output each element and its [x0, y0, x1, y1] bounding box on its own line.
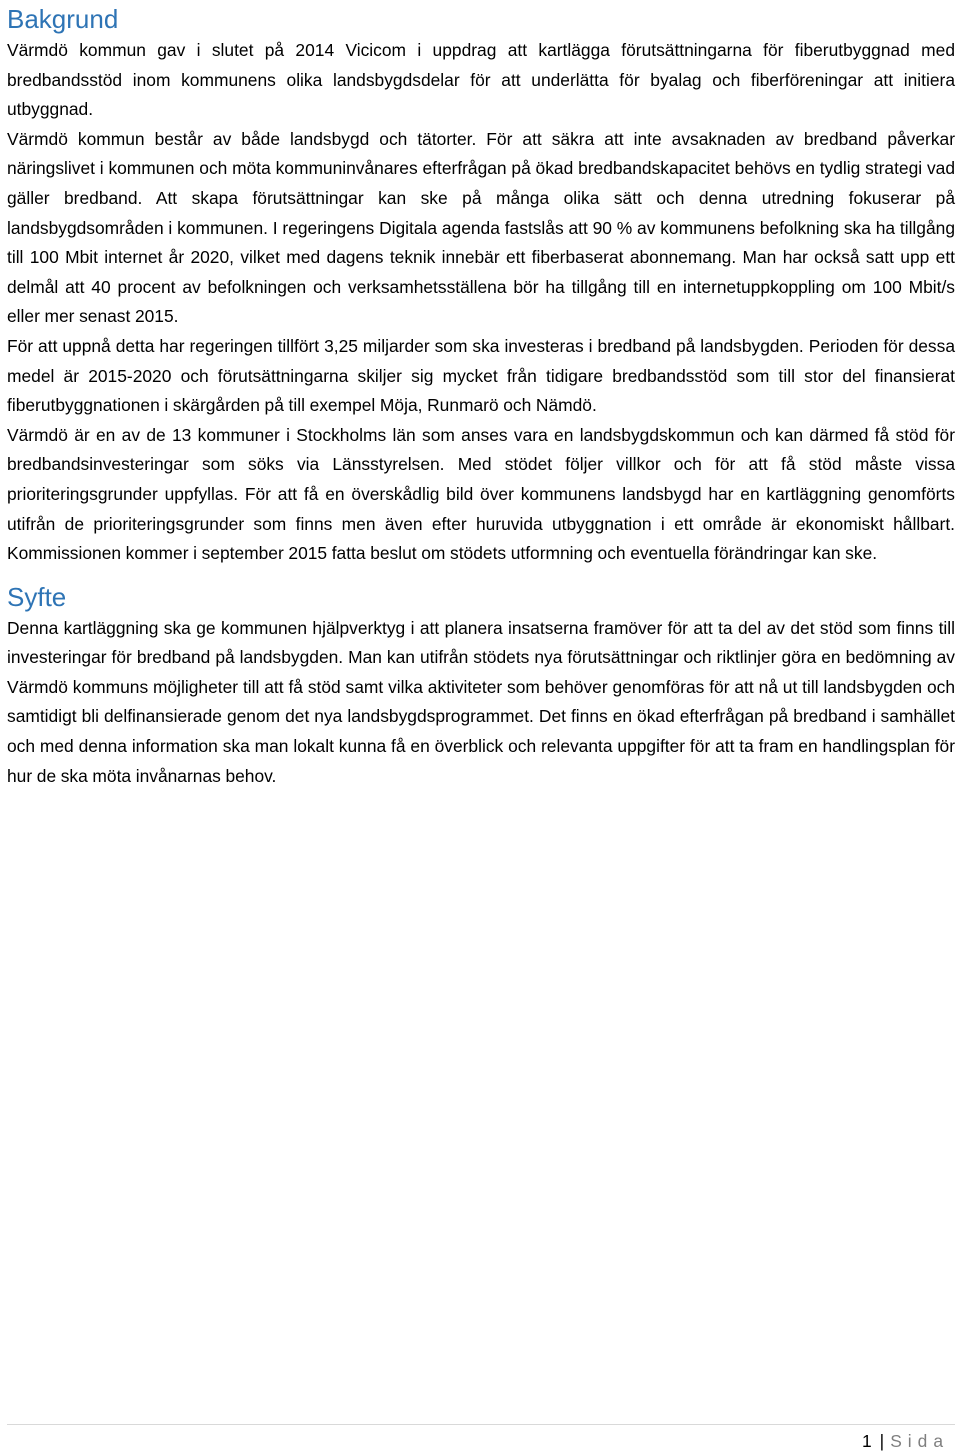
- paragraph: Denna kartläggning ska ge kommunen hjälpverktyg i att planera insatserna framöver för att ta del av det stöd som finns till investeringar för bredband på landsbygden. Man kan utifrån stödets nya förutsättningar och riktlinjer göra en bedömning av Värmdö kommuns möjligheter till att få stöd samt vilka aktiviteter som behöver genomföras för att nå ut till landsbygden och samtidigt bli delfinansierade genom det nya landsbygdsprogrammet. Det finns en ökad efterfrågan på bredband i samhället och med denna information ska man lokalt kunna få en överblick och relevanta uppgifter för att ta fram en handlingsplan för hur de ska möta invånarnas behov.: [7, 617, 955, 786]
- page-footer: [7, 1424, 955, 1455]
- paragraph: Värmdö kommun gav i slutet på 2014 Vicicom i uppdrag att kartlägga förutsättningarna för fiberutbyggnad med bredbandsstöd inom kommunens olika landsbygdsdelar för att underlätta för byalag och fiberföreningar att initiera utbyggnad.: [7, 40, 955, 120]
- page-separator: |: [879, 1431, 885, 1451]
- document-page: [7, 0, 955, 791]
- paragraph: Värmdö är en av de 13 kommuner i Stockholms län som anses vara en landsbygdskommun och kan därmed få stöd för bredbandsinvesteringar som söks via Länsstyrelsen. Med stödet följer villkor och för att få stöd måste vissa prioriteringsgrunder uppfyllas. För att få en överskådlig bild över kommunens landsbygd har en kartläggning genomförts utifrån de prioriteringsgrunder som finns men även efter huruvida utbyggnation i ett område är ekonomiskt hållbart. Kommissionen kommer i september 2015 fatta beslut om stödets utformning och eventuella förändringar kan ske.: [7, 424, 955, 564]
- page-label: Sida: [890, 1431, 949, 1451]
- paragraph: Värmdö kommun består av både landsbygd och tätorter. För att säkra att inte avsaknaden av bredband påverkar näringslivet i kommunen och möta kommuninvånares efterfrågan på ökad bredbandskapacitet behövs en tydlig strategi vad gäller bredband. Att skapa förutsättningar kan ske på många olika sätt och denna utredning fokuserar på landsbygdsområden i kommunen. I regeringens Digitala agenda fastslås att 90 % av kommunens befolkning ska ha tillgång till 100 Mbit internet år 2020, vilket med dagens teknik innebär ett fiberbaserat abonnemang. Man har också satt upp ett delmål att 40 procent av befolkningen och verksamhetsställena bör ha tillgång till en internetuppkoppling om 100 Mbit/s eller mer senast 2015.: [7, 128, 955, 327]
- section-heading-bakgrund: Bakgrund: [7, 4, 119, 34]
- page-indicator: [862, 1429, 949, 1453]
- page-number: 1: [861, 1431, 872, 1451]
- paragraph: För att uppnå detta har regeringen tillfört 3,25 miljarder som ska investeras i bredband på landsbygden. Perioden för dessa medel är 2015-2020 och förutsättningarna skiljer sig mycket från tidigare bredbandsstöd som till stor del finansierat fiberutbyggnationen i skärgården på till exempel Möja, Runmarö och Nämdö.: [7, 335, 955, 416]
- section-heading-syfte: Syfte: [7, 581, 67, 612]
